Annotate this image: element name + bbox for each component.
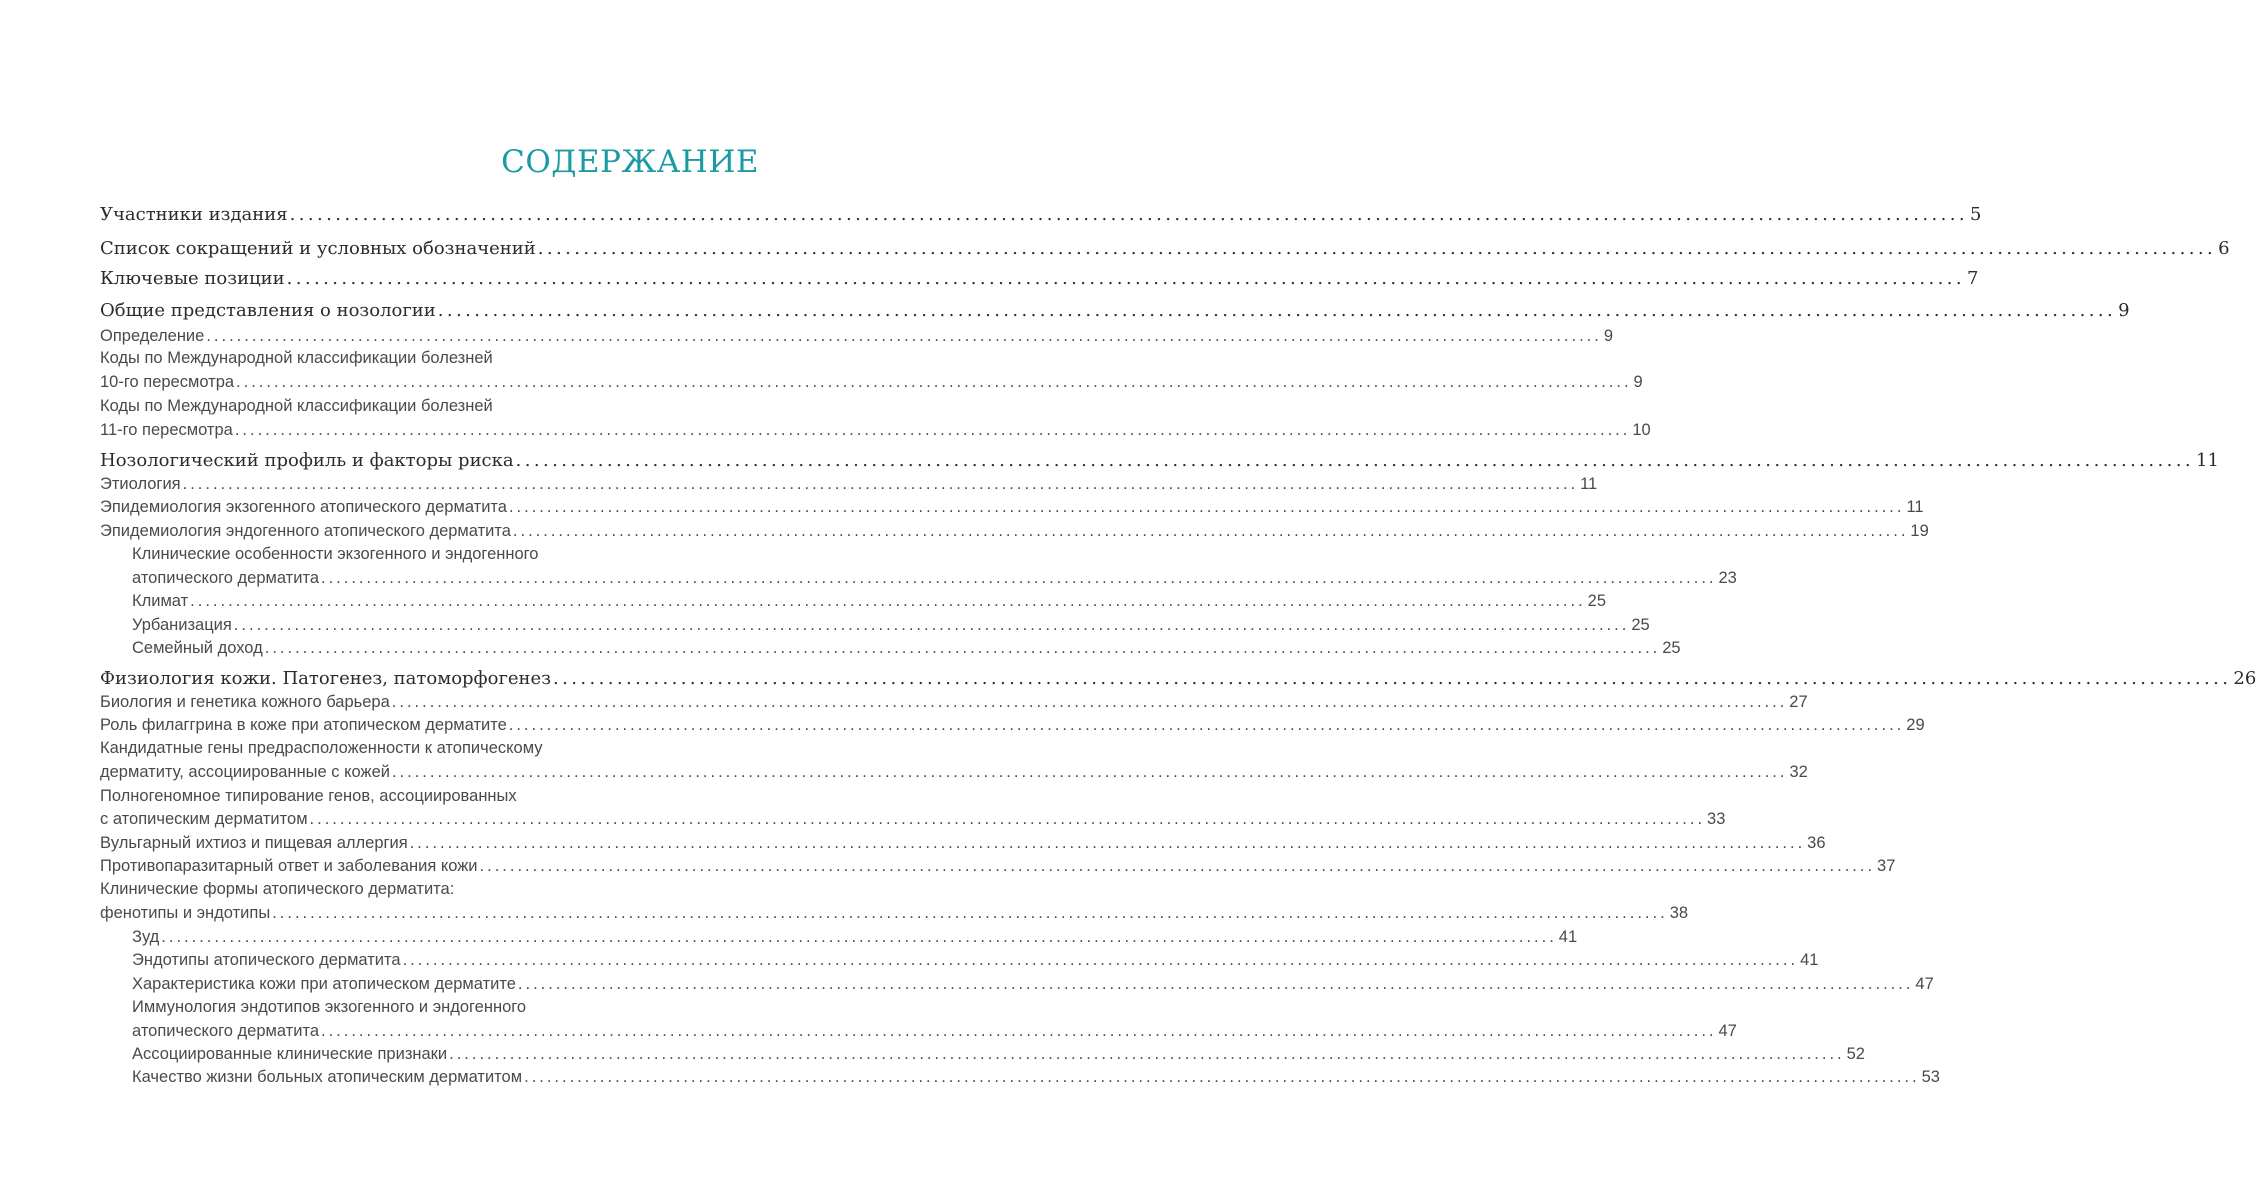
page-number: 9	[1603, 327, 1614, 345]
entry-title: Нозологический профиль и факторы риска	[100, 450, 514, 471]
dot-leader	[449, 1045, 1845, 1064]
toc-entry[interactable]	[100, 327, 1614, 346]
dot-leader	[235, 421, 1631, 440]
toc-entry[interactable]	[100, 450, 2219, 471]
toc-entry[interactable]	[100, 238, 2230, 259]
toc-entry[interactable]	[100, 498, 1924, 517]
entry-title: Эндотипы атопического дерматита	[132, 951, 401, 969]
page-number: 11	[1580, 475, 1598, 493]
page-number: 7	[1967, 268, 1979, 289]
page-number: 37	[1877, 857, 1896, 875]
toc-entry[interactable]	[100, 810, 1726, 829]
dot-leader	[524, 1068, 1920, 1087]
entry-title: Ключевые позиции	[100, 268, 285, 289]
page-number: 41	[1800, 951, 1819, 969]
page-number: 26	[2233, 668, 2256, 689]
dot-leader	[161, 928, 1557, 947]
entry-title: Физиология кожи. Патогенез, патоморфогенез	[100, 668, 552, 689]
dot-leader	[509, 716, 1905, 735]
toc-entry[interactable]	[100, 763, 1808, 782]
toc-entry[interactable]	[132, 1068, 1940, 1087]
dot-leader	[392, 763, 1788, 782]
toc-entry[interactable]	[132, 1022, 1737, 1041]
entry-title: Качество жизни больных атопическим дерматитом	[132, 1068, 523, 1086]
dot-leader	[538, 238, 2216, 259]
toc-entry-line1[interactable]	[100, 349, 760, 368]
toc-entry[interactable]	[100, 300, 2130, 321]
entry-title: Климат	[132, 592, 189, 610]
toc-entry-line1[interactable]	[132, 998, 760, 1017]
toc-entry[interactable]	[100, 904, 1689, 923]
page-number: 32	[1789, 763, 1808, 781]
entry-title: Ассоциированные клинические признаки	[132, 1045, 448, 1063]
dot-leader	[513, 522, 1909, 541]
entry-title: 10-го пересмотра	[100, 373, 235, 391]
dot-leader	[272, 904, 1668, 923]
entry-title: Участники издания	[100, 204, 288, 225]
page-number: 23	[1718, 569, 1737, 587]
entry-title-line1: Коды по Международной классификации болезней	[100, 397, 493, 415]
dot-leader	[438, 300, 2116, 321]
entry-title: атопического дерматита	[132, 569, 319, 587]
entry-title: с атопическим дерматитом	[100, 810, 308, 828]
page-number: 47	[1915, 975, 1934, 993]
page-number: 9	[2118, 300, 2130, 321]
dot-leader	[310, 810, 1706, 829]
dot-leader	[410, 834, 1806, 853]
dot-leader	[392, 693, 1788, 712]
dot-leader	[321, 1022, 1717, 1041]
entry-title: Список сокращений и условных обозначений	[100, 238, 536, 259]
entry-title: фенотипы и эндотипы	[100, 904, 271, 922]
toc-entry[interactable]	[132, 1045, 1865, 1064]
entry-title-line1: Кандидатные гены предрасположенности к атопическому	[100, 739, 543, 757]
page-number: 38	[1669, 904, 1689, 922]
dot-leader	[403, 951, 1799, 970]
toc-entry[interactable]	[100, 716, 1925, 735]
entry-title-line1: Полногеномное типирование генов, ассоциированных	[100, 787, 517, 805]
entry-title-line1: Иммунология эндотипов экзогенного и эндогенного	[132, 998, 527, 1016]
page-number: 53	[1921, 1068, 1940, 1086]
toc-entry[interactable]	[100, 204, 1982, 225]
page-number: 41	[1558, 928, 1578, 946]
entry-title: атопического дерматита	[132, 1022, 319, 1040]
entry-title: Эпидемиология эндогенного атопического дерматита	[100, 522, 511, 540]
dot-leader	[265, 639, 1661, 658]
entry-title-line1: Клинические особенности экзогенного и эндогенного	[132, 545, 539, 563]
entry-title: Эпидемиология экзогенного атопического дерматита	[100, 498, 507, 516]
page-title: СОДЕРЖАНИЕ	[501, 144, 759, 180]
entry-title: Общие представления о нозологии	[100, 300, 436, 321]
page-number: 10	[1632, 421, 1651, 439]
page-number: 25	[1631, 616, 1650, 634]
toc-entry[interactable]	[132, 639, 1681, 658]
page-number: 52	[1846, 1045, 1865, 1063]
dot-leader	[321, 569, 1717, 588]
toc-entry[interactable]	[100, 834, 1826, 853]
entry-title: дерматиту, ассоциированные с кожей	[100, 763, 390, 781]
entry-title: Роль филаггрина в коже при атопическом дерматите	[100, 716, 507, 734]
page-number: 29	[1906, 716, 1925, 734]
entry-title: Семейный доход	[132, 639, 263, 657]
page-number: 33	[1707, 810, 1726, 828]
page-number: 25	[1587, 592, 1607, 610]
dot-leader	[190, 592, 1586, 611]
page-number: 6	[2218, 238, 2230, 259]
entry-title: Урбанизация	[132, 616, 232, 634]
dot-leader	[183, 475, 1579, 494]
dot-leader	[287, 268, 1965, 289]
entry-title: Биология и генетика кожного барьера	[100, 693, 390, 711]
dot-leader	[206, 327, 1602, 346]
toc-entry[interactable]	[100, 693, 1808, 712]
entry-title: Зуд	[132, 928, 160, 946]
entry-title-line1: Коды по Международной классификации болезней	[100, 349, 493, 367]
toc-entry[interactable]	[100, 668, 2256, 689]
toc-entry-line1[interactable]	[132, 545, 760, 564]
entry-title: Этиология	[100, 475, 181, 493]
toc-entry-line1[interactable]	[100, 787, 760, 806]
toc-entry[interactable]	[100, 522, 1929, 541]
dot-leader	[290, 204, 1968, 225]
page-number: 11	[1906, 498, 1924, 516]
page-number: 19	[1910, 522, 1929, 540]
toc-entry[interactable]	[132, 592, 1607, 611]
entry-title: 11-го пересмотра	[100, 421, 233, 439]
toc-entry[interactable]	[132, 928, 1578, 947]
entry-title: Вульгарный ихтиоз и пищевая аллергия	[100, 834, 408, 852]
page-number: 5	[1970, 204, 1982, 225]
dot-leader	[509, 498, 1905, 517]
page-number: 47	[1718, 1022, 1737, 1040]
toc-entry[interactable]	[100, 268, 1979, 289]
entry-title: Противопаразитарный ответ и заболевания кожи	[100, 857, 478, 875]
toc-entry[interactable]	[132, 975, 1934, 994]
page-number: 27	[1789, 693, 1808, 711]
dot-leader	[234, 616, 1630, 635]
dot-leader	[516, 450, 2194, 471]
toc-entry-line1[interactable]	[100, 880, 760, 899]
toc-entry[interactable]	[100, 857, 1896, 876]
dot-leader	[236, 373, 1632, 392]
entry-title: Характеристика кожи при атопическом дерматите	[132, 975, 516, 993]
page-number: 25	[1662, 639, 1681, 657]
toc-entry-line1[interactable]	[100, 397, 760, 416]
toc-entry-line1[interactable]	[100, 739, 760, 758]
page-number: 11	[2196, 450, 2219, 471]
toc-entry[interactable]	[132, 569, 1737, 588]
toc-entry[interactable]	[100, 373, 1643, 392]
page-number: 36	[1807, 834, 1826, 852]
dot-leader	[518, 975, 1914, 994]
toc-entry[interactable]	[132, 616, 1650, 635]
dot-leader	[553, 668, 2231, 689]
toc-entry[interactable]	[100, 421, 1651, 440]
dot-leader	[480, 857, 1876, 876]
entry-title: Определение	[100, 327, 205, 345]
toc-entry[interactable]	[132, 951, 1819, 970]
entry-title-line1: Клинические формы атопического дерматита:	[100, 880, 455, 898]
page-number: 9	[1633, 373, 1643, 391]
toc-entry[interactable]	[100, 475, 1598, 494]
